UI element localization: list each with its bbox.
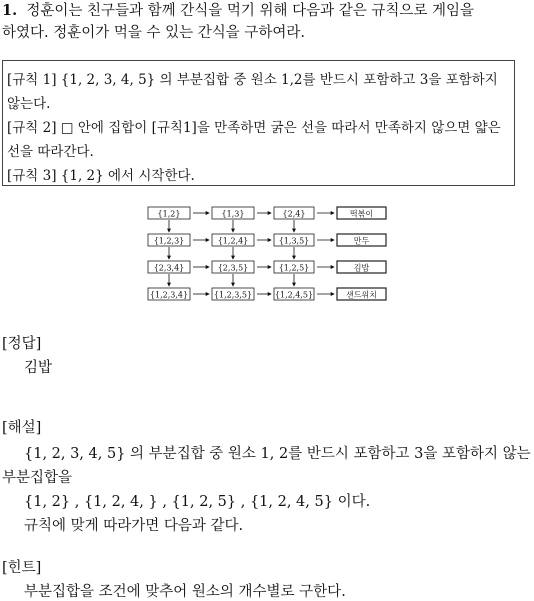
explanation-line-2: 부분집합을 xyxy=(2,470,73,486)
set-label: {1,2} xyxy=(157,209,181,219)
set-label: {1,2,3,5} xyxy=(213,290,253,300)
snack-label: 떡볶이 xyxy=(349,209,374,219)
snack-label: 김밥 xyxy=(353,263,370,273)
rules-box xyxy=(2,60,515,186)
answer-value: 김밥 xyxy=(24,360,53,376)
explanation-line-3: {1, 2} , {1, 2, 4, } , {1, 2, 5} , {1, 2, 4, 5} 이다. xyxy=(24,494,371,510)
diagram-layer xyxy=(148,207,386,300)
rule-2-line-1: [규칙 2] □ 안에 집합이 [규칙1]을 만족하면 굵은 선을 따라서 만족하지 않으면 얇은 xyxy=(7,120,501,136)
rule-1-line-2: 않는다. xyxy=(7,96,51,112)
set-label: {1,2,3,4} xyxy=(149,290,189,300)
snack-label: 샌드위치 xyxy=(346,290,377,300)
question-number: 1. xyxy=(2,2,18,19)
flow-diagram xyxy=(140,200,395,310)
set-label: {1,2,5} xyxy=(278,263,310,273)
rule-1-line-1: [규칙 1] {1, 2, 3, 4, 5} 의 부분집합 중 원소 1,2를 반드시 포함하고 3을 포함하지 xyxy=(7,72,498,88)
hint-text: 부분집합을 조건에 맞추어 원소의 개수별로 구한다. xyxy=(24,584,346,600)
set-label: {1,2,4} xyxy=(217,236,249,246)
rule-3: [규칙 3] {1, 2} 에서 시작한다. xyxy=(7,168,195,184)
set-label: {2,4} xyxy=(282,209,306,219)
set-label: {1,2,4,5} xyxy=(274,290,314,300)
question-text-2: 하였다. 정훈이가 먹을 수 있는 간식을 구하여라. xyxy=(2,25,306,41)
answer-label: [정답] xyxy=(2,336,42,352)
hint-label: [힌트] xyxy=(2,560,42,576)
explanation-line-1: {1, 2, 3, 4, 5} 의 부분집합 중 원소 1, 2를 반드시 포함하고 3을 포함하지 않는 xyxy=(24,446,531,462)
snack-label: 만두 xyxy=(353,236,370,246)
set-label: {2,3,4} xyxy=(153,263,185,273)
set-label: {1,3,5} xyxy=(278,236,310,246)
rule-2-line-2: 선을 따라간다. xyxy=(7,144,94,160)
question-text-1: 정훈이는 친구들과 함께 간식을 먹기 위해 다음과 같은 규칙으로 게임을 xyxy=(26,3,475,19)
set-label: {2,3,5} xyxy=(217,263,249,273)
set-label: {1,3} xyxy=(221,209,245,219)
question-line-1 xyxy=(2,0,474,22)
set-label: {1,2,3} xyxy=(153,236,185,246)
explanation-label: [해설] xyxy=(2,420,42,436)
explanation-line-4: 규칙에 맞게 따라가면 다음과 같다. xyxy=(24,518,244,534)
